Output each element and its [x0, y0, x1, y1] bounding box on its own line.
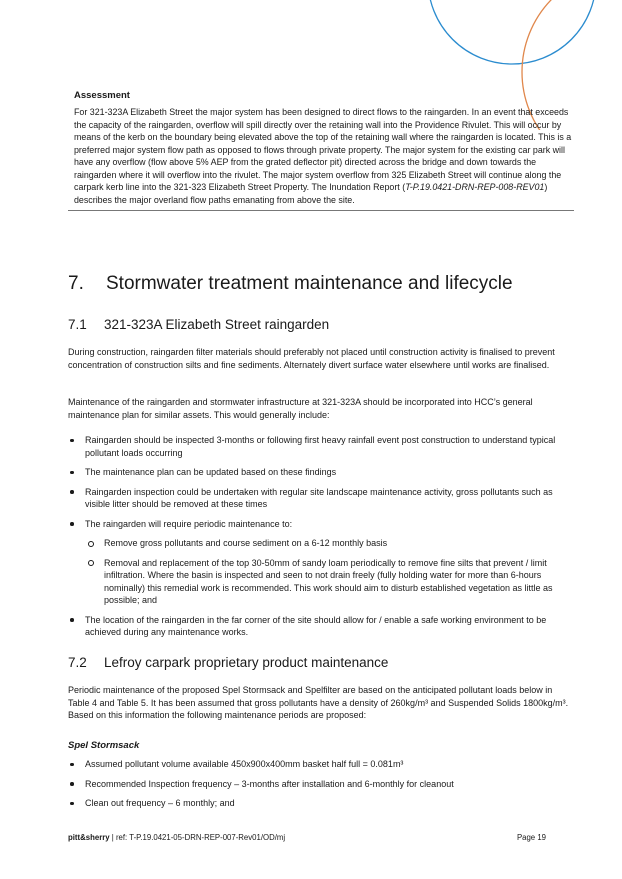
list-item: Raingarden should be inspected 3-months or following first heavy rainfall event post construction to understand typical pollutant loads occurring [68, 434, 574, 459]
paragraph-maintenance: Maintenance of the raingarden and stormwater infrastructure at 321-323A should be incorporated into HCC’s general maintenance plan for similar assets. This would generally include: [68, 397, 533, 420]
report-reference: T-P.19.0421-DRN-REP-008-REV01 [405, 182, 545, 192]
assessment-title: Assessment [74, 90, 130, 101]
footer-brand: pitt&sherry [68, 833, 110, 842]
assessment-text-2: ) describes the major overland flow paths emanating from above the site. [74, 182, 548, 205]
stormsack-bullet-list [68, 758, 574, 810]
section-7-title: Stormwater treatment maintenance and lifecycle [106, 273, 513, 294]
assessment-text-1: For 321-323A Elizabeth Street the major system has been designed to direct flows to the raingarden. In an event that exceeds the capacity of the raingarden, overflow will spill directly over the retaining wall into the Providence Rivulet. This will occur by means of the kerb on the boundary being elevated above the top of the retaining wall where the raingarden is located. This is a preferred major system flow path as opposed to flows through private property. The major system for the existing car park will have any overflow (flow above 5% AEP from the grated deflector pit) directed across the bridge and down towards the raingarden where it will overflow into the rivulet. The major system overflow from 325 Elizabeth Street will continue along the carpark kerb line into the 321-323 Elizabeth Street Property. The Inundation Report ( [74, 107, 572, 192]
page-footer [68, 833, 574, 842]
section-7-1-number: 7.1 [68, 317, 87, 332]
section-7-heading [68, 271, 513, 297]
page-number: Page 19 [516, 833, 546, 842]
raingarden-bullet-list [68, 434, 574, 639]
assessment-box [68, 90, 574, 211]
section-7-number: 7. [68, 273, 84, 294]
paragraph-pollutant-loads: Periodic maintenance of the proposed Spel Stormsack and Spelfilter are based on the anticipated pollutant loads below in Table 4 and Table 5. It has been assumed that gross pollutants have a density of 260kg/m³ and Suspended Solids 1800kg/m³. Based on this information the following maintenance periods are proposed: [68, 685, 569, 720]
list-item: The raingarden will require periodic maintenance to: [68, 518, 574, 531]
section-7-1-title: 321-323A Elizabeth Street raingarden [104, 317, 330, 332]
list-item: The maintenance plan can be updated based on these findings [68, 466, 574, 479]
list-item: Recommended Inspection frequency – 3-months after installation and 6-monthly for cleanout [68, 778, 574, 791]
list-item: Raingarden inspection could be undertaken with regular site landscape maintenance activity, gross pollutants such as visible litter should be removed at these times [68, 486, 574, 511]
list-item: Clean out frequency – 6 monthly; and [68, 797, 574, 810]
sub-list-item: Remove gross pollutants and course sediment on a 6-12 monthly basis [68, 537, 574, 550]
list-item: Assumed pollutant volume available 450x900x400mm basket half full = 0.081m³ [68, 758, 574, 771]
section-7-2-heading [68, 654, 388, 672]
section-7-2-number: 7.2 [68, 655, 87, 670]
assessment-body [74, 106, 574, 206]
spel-stormsack-subheading: Spel Stormsack [68, 740, 140, 751]
sub-list-item: Removal and replacement of the top 30-50mm of sandy loam periodically to remove fine silts that prevent / limit infiltration. Where the basin is inspected and seen to not drain freely (fully holding water for more than 6-hours nominally) this remedial work is recommended. This work should aim to disturb established vegetation as little as possible; and [68, 557, 574, 607]
section-7-1-heading [68, 316, 329, 334]
section-7-2-title: Lefroy carpark proprietary product maintenance [104, 655, 389, 670]
blue-arc [428, 0, 596, 64]
footer-reference: | ref: T-P.19.0421-05-DRN-REP-007-Rev01/OD/mj [109, 833, 286, 842]
paragraph-construction: During construction, raingarden filter materials should preferably not placed until construction activity is finalised to prevent concentration of construction silts and fine sediments. Alternately divert surface water elsewhere until works are finalised. [68, 347, 555, 370]
list-item: The location of the raingarden in the far corner of the site should allow for / enable a safe working environment to be achieved during any maintenance works. [68, 614, 574, 639]
